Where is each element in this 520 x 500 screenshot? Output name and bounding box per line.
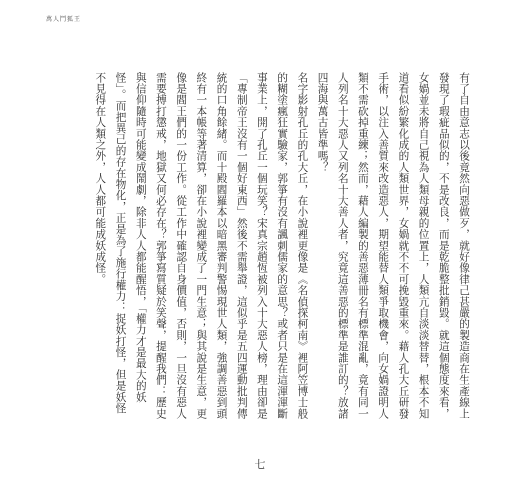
body-text	[34, 72, 474, 420]
paragraph: 有了自由意志以後竟然向惡做歹，就好像律己甚嚴的製造商在生產線上發現了瑕疵品似的，不是改良，而是乾脆整批銷毀。就這個態度來看，女媧並未將自己視為人類母親的位置上，人類亢自淡淡替替，根本不知道看似紛繁化成的人類世界，女媧就不不可挽毀重來。藉人孔大丘研發手術，以注入善質來改造惡人，期望能替人類爭取機會，向女媧證明人類不需砍掉重練；然而，藉人編製的善惡薄冊名有標準混亂，竟有同一人列名十大惡人又列名十大善人者，究竟這善惡的標準是誰訂的？放諸四海與萬古皆準嗎？	[316, 72, 470, 420]
page-number: 七	[254, 458, 266, 471]
paragraph: 名字影射孔丘的孔大丘，在小說裡更像是《名偵探柯南》裡阿笠博士般的糊塗瘋狂實驗家，郭箏有沒有諷刺儒家的意思？或者只是在這渾渾斷事業上，開了孔丘一個玩笑？宋真宗趙恆被列入十大惡人榜，理由卻是「專制帝王沒有一個好東西」然後不需舉證，這似乎是五四運動批判傳統的口角餘緒。而十殿閻羅本以暗黑審判警惕現世人類，強調善惡到頭終有一本帳等著清算，卻在小說裡變成了一門生意；與其說是生意，更像是閻王們的一份工作。從工作中確認自身價值，否則，一旦沒有惡人需要搏打懲戒，地獄又何必存在？郭箏寫質疑於笑聲，提醒我們：歷史與信仰隨時可能變成鬧劇，除非人人都能醒悟，「權力才是最大的妖怪」。而把異己的存在物化，正是為了施行權力：捉妖打怪，但是妖怪不見得在人類之外，人人都可能成妖成怪。	[94, 72, 309, 420]
running-header: 萬人鬥狐王	[46, 16, 82, 23]
